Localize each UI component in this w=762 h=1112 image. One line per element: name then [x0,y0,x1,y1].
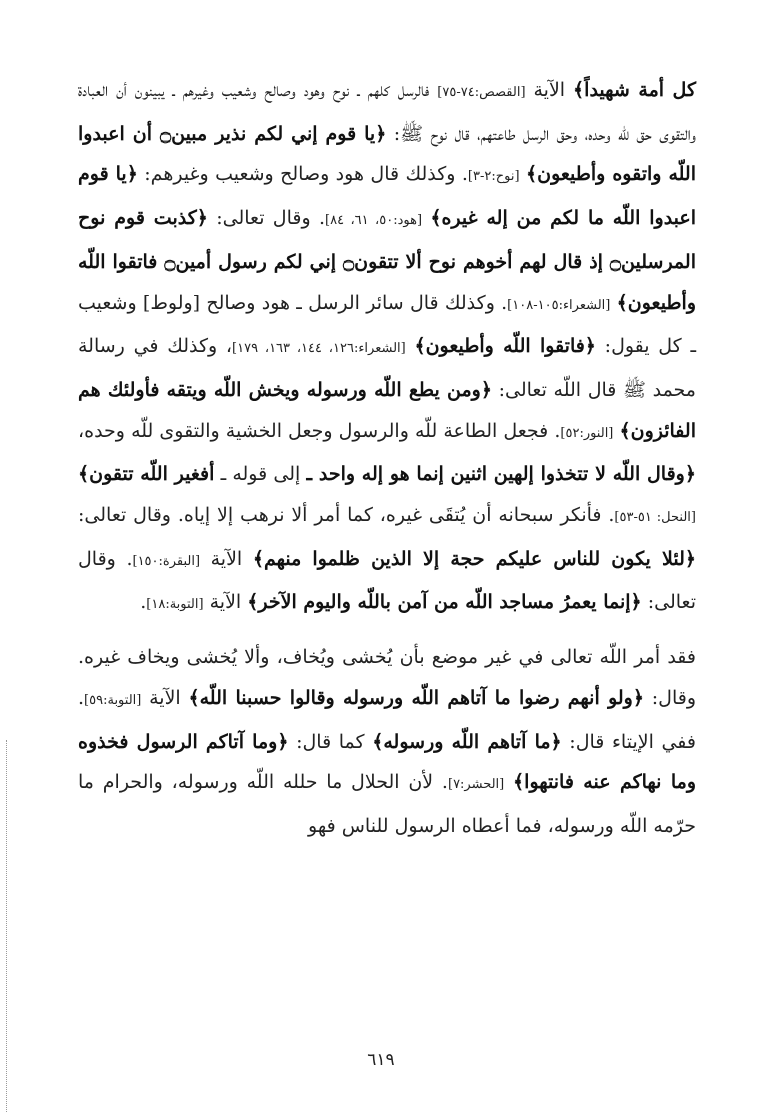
quran-verse-text: ﴿لئلا يكون للناس عليكم حجة إلا الذين ظلموا منهم﴾ [252,547,697,570]
body-text: . فجعل الطاعة للّه والرسول وجعل الخشية والتقوى للّه وحده، [78,419,561,442]
verse-reference: [الشعراء:١٠٥-١٠٨] [507,297,611,313]
page-number: ٦١٩ [367,1050,395,1070]
verse-reference: [النور:٥٢] [560,425,614,441]
verse-reference: [البقرة:١٥٠] [132,553,201,569]
body-text [504,771,513,793]
verse-reference: [القصص:٧٤-٧٥] [437,85,526,100]
quran-verse-text: ﴿وما آتاكم الرسول فخذوه وما نهاكم عنه فانتهوا﴾ [78,730,696,794]
quran-verse-text: ﴿يا قوم إني لكم نذير مبين۝ أن اعبدوا اللّه واتقوه وأطيعون﴾ [78,122,696,186]
verse-reference: [التوبة:٥٩] [84,692,142,708]
verse-reference: [هود:٥٠، ٦١، ٨٤] [325,213,423,229]
quran-verse-text: أفغير اللّه تتقون﴾ [78,463,215,486]
body-text: ، وكذلك في رسالة محمد ﷺ قال اللّه تعالى: [78,335,696,401]
body-text: . فأنكر سبحانه أن يُتقَى غيره، كما أمر ألا نرهب إلا إياه. وقال تعالى: [78,504,615,527]
quran-verse-text: ﴿يا قوم اعبدوا اللّه ما لكم من إله غيره﴾ [78,163,697,230]
paragraph-1 [78,70,696,626]
quran-verse-text: ﴿إنما يعمرُ مساجد اللّه من آمن باللّه واليوم الآخر﴾ [247,591,642,614]
quran-verse-text: ﴿وقال اللّه لا تتخذوا إلهين اثنين إنما هو إله واحد ـ [306,463,696,486]
body-text: إلى قوله ـ [214,463,307,486]
verse-reference: [نوح:٢-٣] [467,169,520,185]
quran-verse-text: كل أمة شهيداً﴾ [573,79,696,101]
quran-verse-text: ﴿ما آتاهم اللّه ورسوله﴾ [372,730,562,753]
body-text: . وكذلك قال هود وصالح وشعيب وغيرهم: [137,163,468,186]
body-text: . [140,591,147,614]
body-text: الآية [200,547,253,570]
document-page [78,70,696,847]
body-text: الآية [141,686,189,709]
body-text: . وكذلك قال سائر الرسل ـ هود وصالح [ولوط] وشعيب ـ كل يقول: [78,291,697,358]
verse-reference: [التوبة:١٨] [146,597,204,613]
body-text: الآية [203,591,248,614]
body-text: . وقال تعالى: [78,547,696,614]
quran-verse-text: ﴿ومن يطع اللّه ورسوله ويخش اللّه ويتقه فأولئك هم الفائزون﴾ [78,378,696,442]
body-text: كما قال: [288,730,373,753]
verse-reference: [الحشر:٧] [447,777,505,793]
body-text: فقد أمر اللّه تعالى في غير موضع بأن يُخشى ويُخاف، وألا يُخشى ويخاف غيره. وقال: [78,646,697,709]
quran-verse-text: ﴿ولو أنهم رضوا ما آتاهم اللّه ورسوله وقالوا حسبنا اللّه﴾ [188,686,644,709]
quran-verse-text: ﴿كذبت قوم نوح المرسلين۝ إذ قال لهم أخوهم نوح ألا تتقون۝ إني لكم رسول أمين۝ فاتقوا اللّه وأطيعون﴾ [78,207,697,314]
verse-reference: [النحل: ٥١-٥٣] [614,510,696,526]
body-text: . ففي الإيتاء قال: [78,686,696,753]
paragraph-2 [78,637,696,847]
quran-verse-text: ﴿فاتقوا اللّه وأطيعون﴾ [414,335,596,358]
body-text: . لأن الحلال ما حلله اللّه ورسوله، والحرام ما حرّمه اللّه ورسوله، فما أعطاه الرسول للناس فهو [78,771,696,837]
body-text: فالرسل كلهم ـ نوح وهود وصالح وشعيب وغيرهم ـ يبينون أن العبادة والتقوى حق للّه وحده، وحق الرسل طاعتهم، قال نوح ﷺ: [78,79,696,145]
body-text: . وقال تعالى: [207,207,326,230]
body-text: الآية [525,79,574,101]
verse-reference: [الشعراء:١٢٦، ١٤٤، ١٦٣، ١٧٩] [232,341,406,357]
